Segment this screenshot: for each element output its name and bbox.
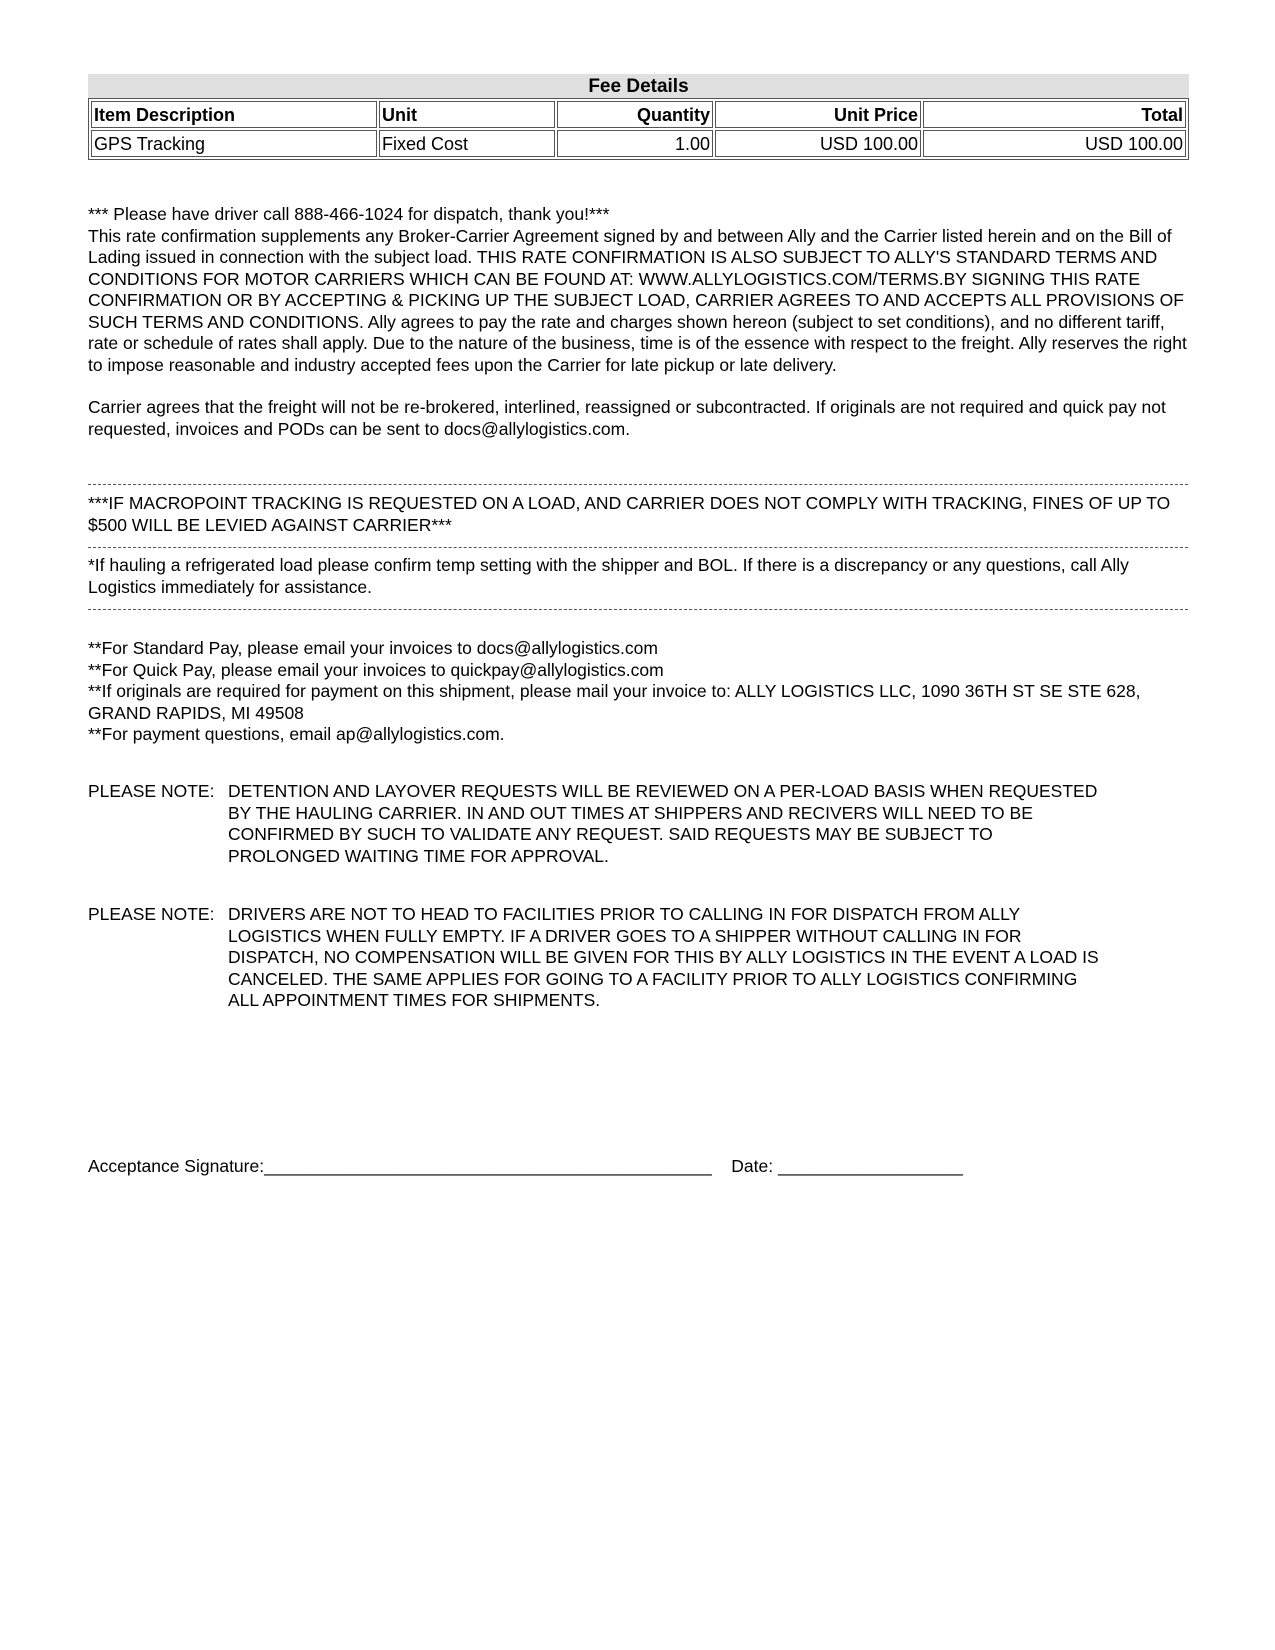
header-unit: Unit [379, 101, 555, 128]
fee-details-title: Fee Details [88, 74, 1189, 98]
header-total: Total [923, 101, 1186, 128]
divider [88, 609, 1188, 610]
header-quantity: Quantity [557, 101, 713, 128]
terms-paragraph: This rate confirmation supplements any Broker-Carrier Agreement signed by and between Ally and the Carrier listed herein and on the Bill of Lading issued in connection with the subject load. THIS RATE CONFIRMATION IS ALSO SUBJECT TO ALLY'S STANDARD TERMS AND CONDITIONS FOR MOTOR CARRIERS WHICH CAN BE FOUND AT: WWW.ALLYLOGISTICS.COM/TERMS.BY SIGNING THIS RATE CONFIRMATION OR BY ACCEPTING & PICKING UP THE SUBJECT LOAD, CARRIER AGREES TO AND ACCEPTS ALL PROVISIONS OF SUCH TERMS AND CONDITIONS. Ally agrees to pay the rate and charges shown hereon (subject to set conditions), and no different tariff, rate or schedule of rates shall apply. Due to the nature of the business, time is of the essence with respect to the freight. Ally reserves the right to impose reasonable and industry accepted fees upon the Carrier for late pickup or late delivery. [88, 225, 1187, 375]
signature-line [88, 1156, 963, 1177]
detention-note [88, 781, 1188, 867]
macropoint-notice: ***IF MACROPOINT TRACKING IS REQUESTED ON A LOAD, AND CARRIER DOES NOT COMPLY WITH TRACKING, FINES OF UP TO $500 WILL BE LEVIED AGAINST CARRIER*** [88, 493, 1171, 535]
cell-total: USD 100.00 [923, 130, 1186, 157]
cell-quantity: 1.00 [557, 130, 713, 157]
fee-table-header-row [91, 101, 1186, 128]
reefer-notice: *If hauling a refrigerated load please confirm temp setting with the shipper and BOL. If there is a discrepancy or any questions, call Ally Logistics immediately for assistance. [88, 555, 1129, 597]
payment-line-questions: **For payment questions, email ap@allylogistics.com. [88, 724, 505, 744]
dispatch-call-note [88, 904, 1188, 1012]
date-field[interactable]: Date: ___________________ [731, 1156, 963, 1176]
rebroker-paragraph: Carrier agrees that the freight will not be re-brokered, interlined, reassigned or subcontracted. If originals are not required and quick pay not requested, invoices and PODs can be sent to docs@allylogistics.com. [88, 397, 1166, 439]
payment-line-standard: **For Standard Pay, please email your invoices to docs@allylogistics.com [88, 638, 658, 658]
acceptance-signature-field[interactable]: Acceptance Signature:______________________________________________ [88, 1156, 712, 1176]
divider [88, 547, 1188, 548]
cell-unit: Fixed Cost [379, 130, 555, 157]
header-unit-price: Unit Price [715, 101, 921, 128]
payment-line-originals: **If originals are required for payment on this shipment, please mail your invoice to: ALLY LOGISTICS LLC, 1090 36TH ST SE STE 628, GRAND RAPIDS, MI 49508 [88, 681, 1141, 723]
payment-line-quickpay: **For Quick Pay, please email your invoices to quickpay@allylogistics.com [88, 659, 664, 680]
payment-instructions [88, 638, 1188, 746]
spacer [88, 376, 1188, 397]
note-text: DRIVERS ARE NOT TO HEAD TO FACILITIES PRIOR TO CALLING IN FOR DISPATCH FROM ALLY LOGISTICS WHEN FULLY EMPTY. IF A DRIVER GOES TO A SHIPPER WITHOUT CALLING IN FOR DISPATCH, NO COMPENSATION WILL BE GIVEN FOR THIS BY ALLY LOGISTICS IN THE EVENT A LOAD IS CANCELED. THE SAME APPLIES FOR GOING TO A FACILITY PRIOR TO ALLY LOGISTICS CONFIRMING ALL APPOINTMENT TIMES FOR SHIPMENTS. [228, 904, 1099, 1010]
table-row [91, 130, 1186, 157]
cell-item-description: GPS Tracking [91, 130, 377, 157]
note-label: PLEASE NOTE: [88, 781, 215, 801]
divider [88, 484, 1188, 485]
terms-section [88, 204, 1188, 440]
header-item-description: Item Description [91, 101, 377, 128]
cell-unit-price: USD 100.00 [715, 130, 921, 157]
fee-details-section [88, 74, 1189, 160]
fee-details-table [88, 98, 1189, 160]
dispatch-note: *** Please have driver call 888-466-1024 for dispatch, thank you!*** [88, 204, 610, 224]
note-text: DETENTION AND LAYOVER REQUESTS WILL BE REVIEWED ON A PER-LOAD BASIS WHEN REQUESTED BY THE HAULING CARRIER. IN AND OUT TIMES AT SHIPPERS AND RECIVERS WILL NEED TO BE CONFIRMED BY SUCH TO VALIDATE ANY REQUEST. SAID REQUESTS MAY BE SUBJECT TO PROLONGED WAITING TIME FOR APPROVAL. [228, 781, 1098, 866]
note-label: PLEASE NOTE: [88, 904, 215, 924]
